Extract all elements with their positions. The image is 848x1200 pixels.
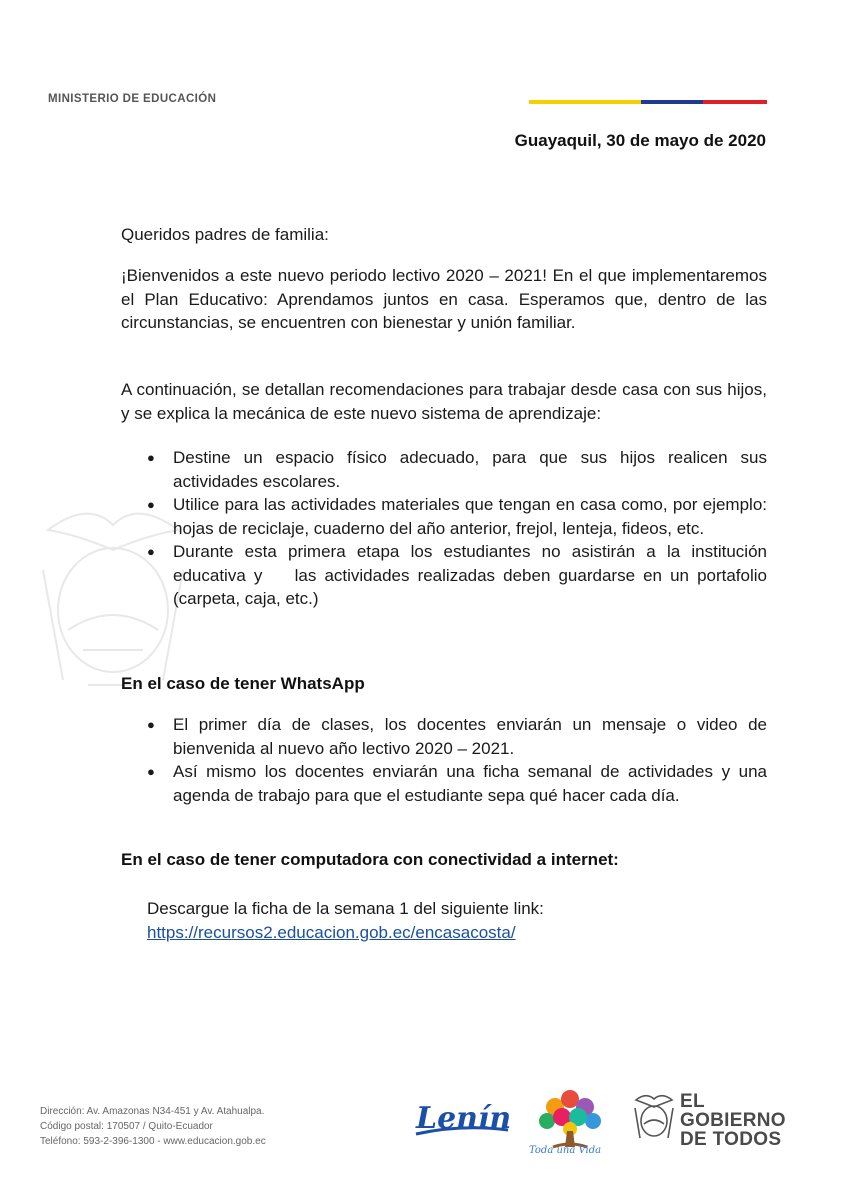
download-instructions	[147, 897, 544, 944]
whatsapp-heading: En el caso de tener WhatsApp	[121, 674, 365, 693]
list-item: ● Destine un espacio físico adecuado, para que sus hijos realicen sus actividades escolares.	[147, 448, 767, 491]
gov-line-3: DE TODOS	[680, 1129, 782, 1150]
phone-line: Teléfono: 593-2-396-1300 - www.educacion.gob.ec	[40, 1136, 266, 1147]
flag-blue	[641, 100, 703, 104]
computer-heading: En el caso de tener computadora con conectividad a internet:	[121, 850, 619, 869]
intro-paragraph: A continuación, se detallan recomendaciones para trabajar desde casa con sus hijos, y se explica la mecánica de este nuevo sistema de aprendizaje:	[121, 380, 767, 423]
bullet-icon: ●	[147, 497, 155, 512]
recommendations-list	[121, 446, 772, 611]
ministry-name: MINISTERIO DE EDUCACIÓN	[48, 93, 217, 105]
flag-yellow	[529, 100, 641, 104]
list-item: ● Utilice para las actividades materiales que tengan en casa como, por ejemplo: hojas de reciclaje, cuaderno del año anterior, frejol, lenteja, fideos, etc.	[147, 495, 767, 538]
resources-link[interactable]: https://recursos2.educacion.gob.ec/encasacosta/	[147, 922, 516, 942]
letter-date: Guayaquil, 30 de mayo de 2020	[514, 131, 766, 150]
postal-line: Código postal: 170507 / Quito-Ecuador	[40, 1121, 213, 1132]
lenin-logo	[412, 1094, 512, 1142]
download-text: Descargue la ficha de la semana 1 del siguiente link:	[147, 899, 544, 918]
bullet-icon: ●	[147, 544, 155, 559]
tree-caption: Toda una Vida	[529, 1145, 602, 1156]
gov-emblem-icon	[632, 1090, 676, 1142]
footer-address	[40, 1104, 266, 1149]
lenin-logo-text: Lenín	[416, 1101, 512, 1136]
gov-line-1: EL	[680, 1091, 705, 1112]
address-line: Dirección: Av. Amazonas N34-451 y Av. Atahualpa.	[40, 1106, 265, 1117]
whatsapp-list	[121, 713, 767, 807]
bullet-icon: ●	[147, 764, 155, 779]
flag-red	[703, 100, 767, 104]
list-item: ● Así mismo los docentes enviarán una ficha semanal de actividades y una agenda de trabajo para que el estudiante sepa qué hacer cada día.	[147, 762, 767, 805]
gov-line-2: GOBIERNO	[680, 1110, 786, 1131]
flag-stripe	[529, 100, 767, 104]
list-item: ● Durante esta primera etapa los estudiantes no asistirán a la institución educativa y las actividades realizadas deben guardarse en un portafolio (carpeta, caja, etc.)	[147, 542, 772, 608]
gov-logo-text	[680, 1092, 786, 1149]
welcome-paragraph: ¡Bienvenidos a este nuevo periodo lectivo 2020 – 2021! En el que implementaremos el Plan Educativo: Aprendamos juntos en casa. Esperamos que, dentro de las circunstancias, se encuentren con bienestar y unión familiar.	[121, 266, 767, 332]
bullet-icon: ●	[147, 450, 155, 465]
greeting: Queridos padres de familia:	[121, 225, 329, 244]
bullet-icon: ●	[147, 717, 155, 732]
list-item: ● El primer día de clases, los docentes enviarán un mensaje o video de bienvenida al nuevo año lectivo 2020 – 2021.	[147, 715, 767, 758]
